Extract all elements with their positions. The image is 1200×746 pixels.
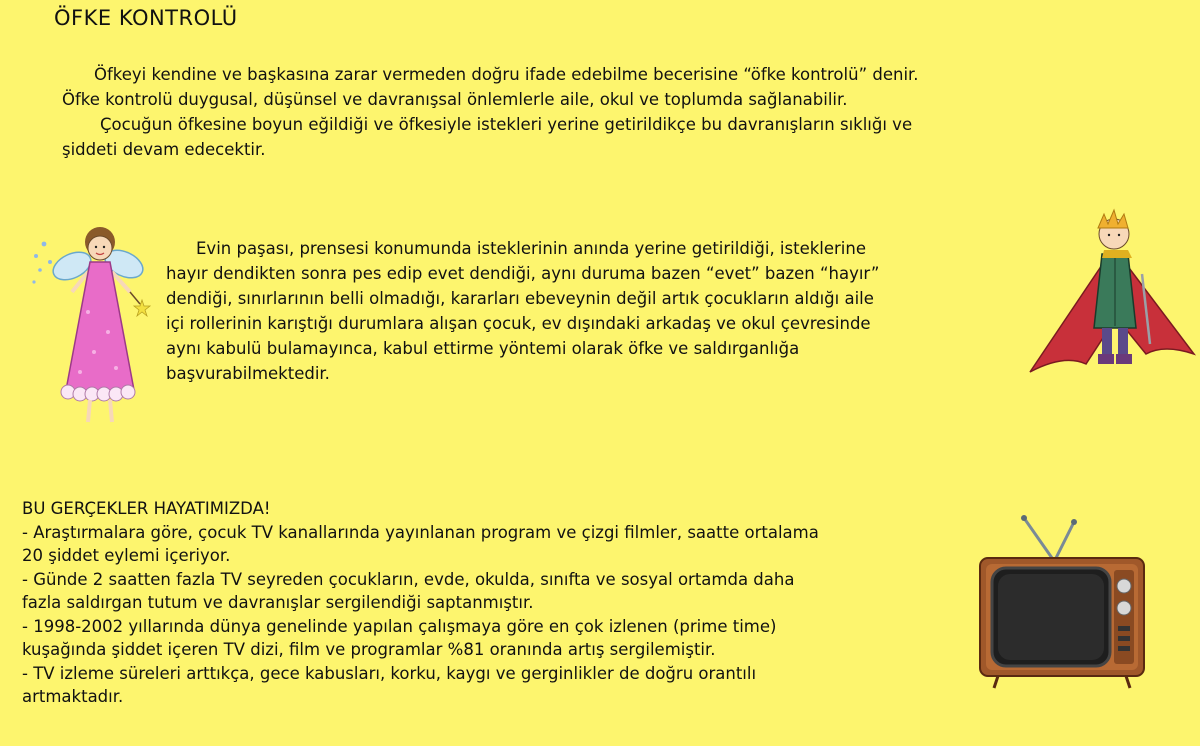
facts-heading: BU GERÇEKLER HAYATIMIZDA! bbox=[22, 499, 271, 518]
page-title: ÖFKE KONTROLÜ bbox=[54, 6, 238, 30]
middle-line: aynı kabulü bulamayınca, kabul ettirme yöntemi olarak öfke ve saldırganlığa bbox=[166, 339, 800, 358]
intro-paragraph bbox=[62, 62, 1072, 162]
facts-line: - Günde 2 saatten fazla TV seyreden çocukların, evde, okulda, sınıfta ve sosyal ortamda daha bbox=[22, 569, 795, 589]
intro-line: şiddeti devam edecektir. bbox=[62, 140, 266, 159]
middle-line: hayır dendikten sonra pes edip evet dendiği, aynı duruma bazen “evet” bazen “hayır” bbox=[166, 264, 880, 283]
facts-section bbox=[22, 497, 819, 709]
facts-line: fazla saldırgan tutum ve davranışlar sergilendiği saptanmıştır. bbox=[22, 593, 534, 612]
intro-line: Çocuğun öfkesine boyun eğildiği ve öfkesiyle istekleri yerine getirildikçe bu davranışların sıklığı ve bbox=[100, 115, 913, 134]
facts-line: 20 şiddet eylemi içeriyor. bbox=[22, 546, 231, 565]
facts-line: artmaktadır. bbox=[22, 687, 124, 706]
middle-line: başvurabilmektedir. bbox=[166, 364, 330, 383]
little-prince-illustration bbox=[1024, 204, 1200, 388]
middle-paragraph bbox=[166, 236, 986, 386]
middle-line: dendiği, sınırlarının belli olmadığı, kararları ebeveynin değil artık çocukların aldığı aile bbox=[166, 289, 874, 308]
television-illustration bbox=[974, 514, 1150, 690]
intro-line: Öfkeyi kendine ve başkasına zarar vermeden doğru ifade edebilme becerisine “öfke kontrolü” denir. bbox=[94, 65, 919, 84]
intro-line: Öfke kontrolü duygusal, düşünsel ve davranışsal önlemlerle aile, okul ve toplumda sağlanabilir. bbox=[62, 90, 848, 109]
facts-line: - TV izleme süreleri arttıkça, gece kabusları, korku, kaygı ve gerginlikler de doğru orantılı bbox=[22, 663, 757, 683]
facts-line: kuşağında şiddet içeren TV dizi, film ve programlar %81 oranında artış sergilemiştir. bbox=[22, 640, 716, 659]
middle-line: içi rollerinin karıştığı durumlara alışan çocuk, ev dışındaki arkadaş ve okul çevresinde bbox=[166, 314, 871, 333]
facts-line: - Araştırmalara göre, çocuk TV kanallarında yayınlanan program ve çizgi filmler, saatte ortalama bbox=[22, 522, 819, 542]
fairy-illustration bbox=[28, 222, 168, 432]
middle-line: Evin paşası, prensesi konumunda isteklerinin anında yerine getirildiği, isteklerine bbox=[196, 239, 866, 258]
facts-line: - 1998-2002 yıllarında dünya genelinde yapılan çalışmaya göre en çok izlenen (prime time) bbox=[22, 616, 777, 636]
